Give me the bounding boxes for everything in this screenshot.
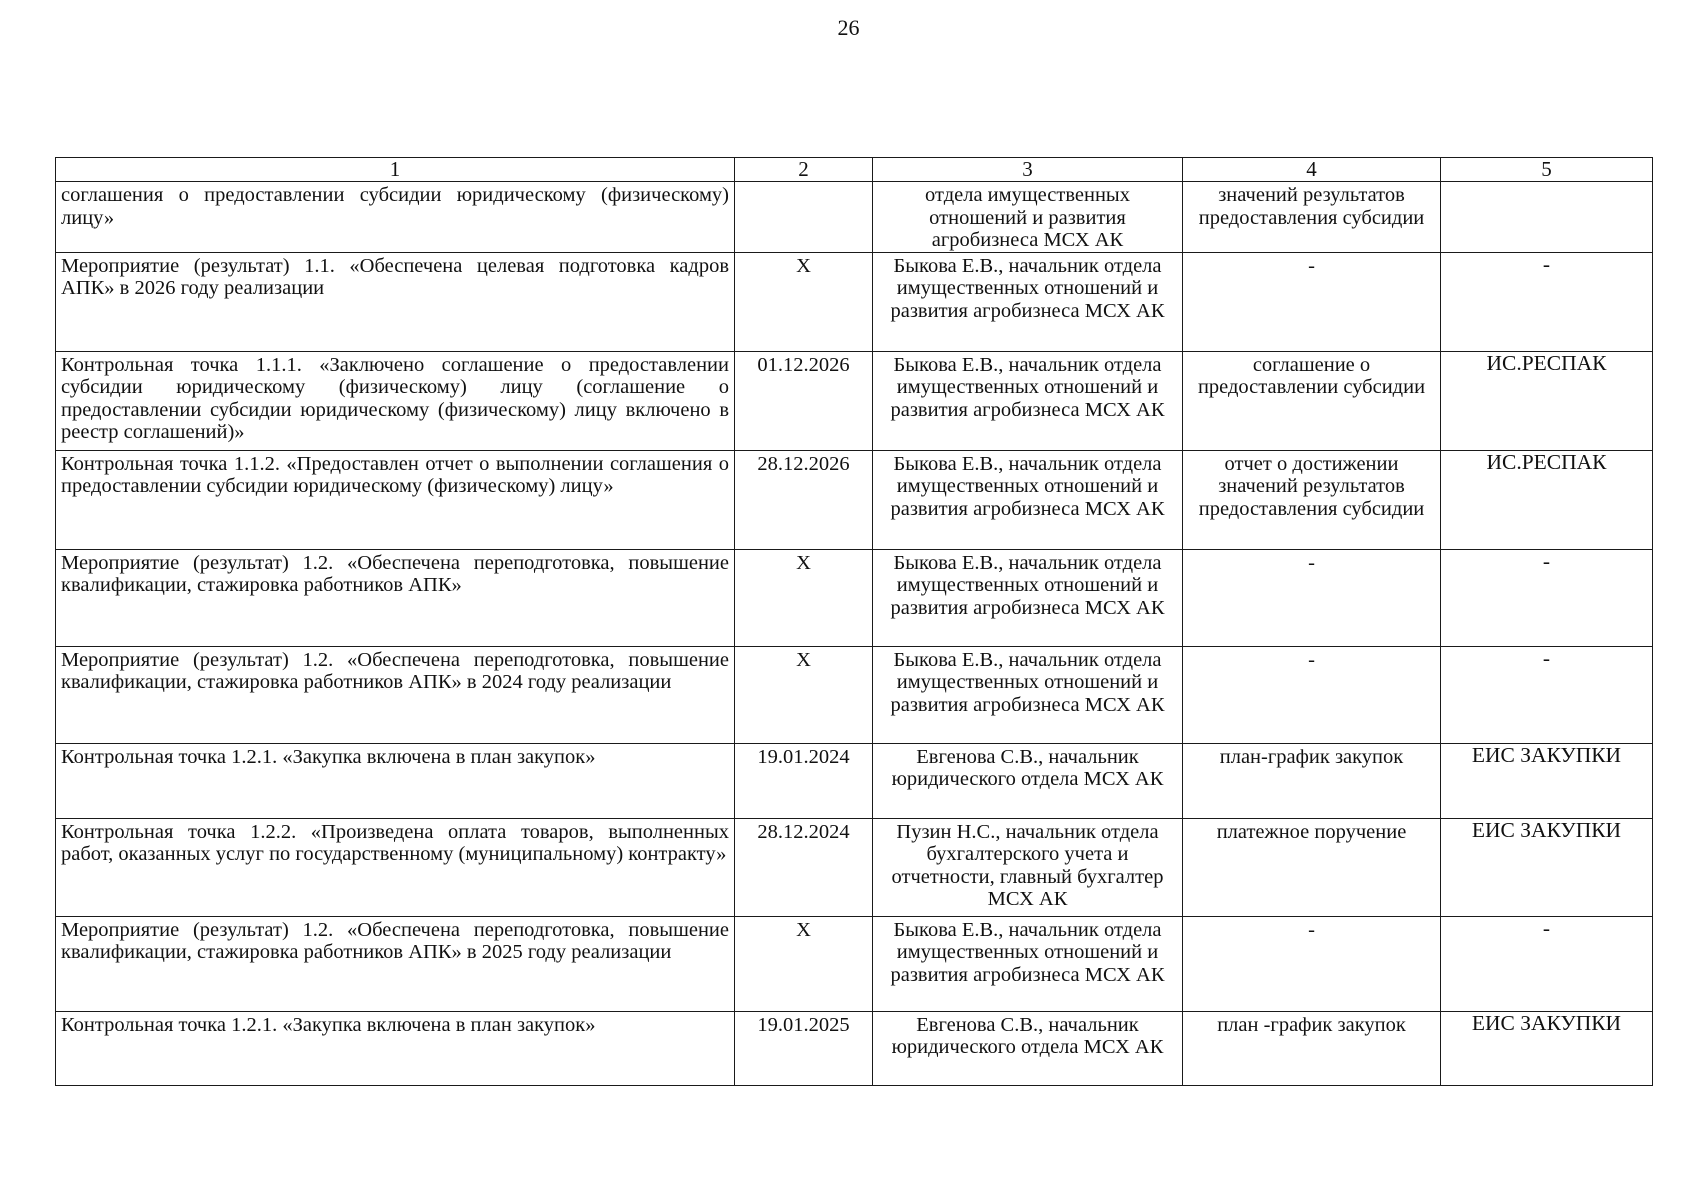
date-cell: X xyxy=(735,916,873,1011)
document-cell: - xyxy=(1183,916,1441,1011)
system-cell: - xyxy=(1441,916,1653,1011)
document-cell: платежное поручение xyxy=(1183,818,1441,916)
responsible-cell: Евгенова С.В., начальник юридического отдела МСХ АК xyxy=(873,1011,1183,1085)
date-cell: 28.12.2024 xyxy=(735,818,873,916)
document-cell: отчет о достижении значений результатов предоставления субсидии xyxy=(1183,450,1441,549)
name-cell: Контрольная точка 1.2.2. «Произведена оплата товаров, выполненных работ, оказанных услуг по государственному (муниципальному) контракту» xyxy=(56,818,735,916)
responsible-cell: Быкова Е.В., начальник отдела имущественных отношений и развития агробизнеса МСХ АК xyxy=(873,646,1183,743)
system-cell: - xyxy=(1441,252,1653,351)
document-cell: значений результатов предоставления субсидии xyxy=(1183,182,1441,253)
document-cell: - xyxy=(1183,252,1441,351)
column-header-2: 2 xyxy=(735,158,873,182)
system-cell: ИС.РЕСПАК xyxy=(1441,450,1653,549)
column-header-4: 4 xyxy=(1183,158,1441,182)
name-cell: соглашения о предоставлении субсидии юридическому (физическому) лицу» xyxy=(56,182,735,253)
table-row xyxy=(56,1011,1653,1085)
name-cell: Мероприятие (результат) 1.1. «Обеспечена целевая подготовка кадров АПК» в 2026 году реализации xyxy=(56,252,735,351)
system-cell: ЕИС ЗАКУПКИ xyxy=(1441,1011,1653,1085)
name-cell: Мероприятие (результат) 1.2. «Обеспечена переподготовка, повышение квалификации, стажировка работников АПК» xyxy=(56,549,735,646)
responsible-cell: Быкова Е.В., начальник отдела имущественных отношений и развития агробизнеса МСХ АК xyxy=(873,916,1183,1011)
responsible-cell: Пузин Н.С., начальник отдела бухгалтерского учета и отчетности, главный бухгалтер МСХ АК xyxy=(873,818,1183,916)
document-cell: план-график закупок xyxy=(1183,743,1441,818)
date-cell: 28.12.2026 xyxy=(735,450,873,549)
responsible-cell: Быкова Е.В., начальник отдела имущественных отношений и развития агробизнеса МСХ АК xyxy=(873,351,1183,450)
name-cell: Контрольная точка 1.1.1. «Заключено соглашение о предоставлении субсидии юридическому (физическому) лицу (соглашение о предоставлении субсидии юридическому (физическому) лицу включено в реестр соглашений)» xyxy=(56,351,735,450)
responsible-cell: отдела имущественных отношений и развития агробизнеса МСХ АК xyxy=(873,182,1183,253)
name-cell: Контрольная точка 1.2.1. «Закупка включена в план закупок» xyxy=(56,1011,735,1085)
system-cell: ИС.РЕСПАК xyxy=(1441,351,1653,450)
system-cell xyxy=(1441,182,1653,253)
table-row xyxy=(56,916,1653,1011)
column-header-1: 1 xyxy=(56,158,735,182)
name-cell: Мероприятие (результат) 1.2. «Обеспечена переподготовка, повышение квалификации, стажировка работников АПК» в 2025 году реализации xyxy=(56,916,735,1011)
table-row xyxy=(56,646,1653,743)
table-row xyxy=(56,549,1653,646)
date-cell: 01.12.2026 xyxy=(735,351,873,450)
table-row xyxy=(56,252,1653,351)
table-row xyxy=(56,450,1653,549)
document-cell: - xyxy=(1183,549,1441,646)
responsible-cell: Быкова Е.В., начальник отдела имущественных отношений и развития агробизнеса МСХ АК xyxy=(873,252,1183,351)
date-cell xyxy=(735,182,873,253)
date-cell: X xyxy=(735,252,873,351)
system-cell: - xyxy=(1441,646,1653,743)
name-cell: Мероприятие (результат) 1.2. «Обеспечена переподготовка, повышение квалификации, стажировка работников АПК» в 2024 году реализации xyxy=(56,646,735,743)
measures-table xyxy=(55,157,1653,1086)
document-cell: план -график закупок xyxy=(1183,1011,1441,1085)
date-cell: X xyxy=(735,549,873,646)
table-row xyxy=(56,743,1653,818)
document-cell: - xyxy=(1183,646,1441,743)
page-number: 26 xyxy=(837,15,860,40)
name-cell: Контрольная точка 1.2.1. «Закупка включена в план закупок» xyxy=(56,743,735,818)
column-header-3: 3 xyxy=(873,158,1183,182)
column-header-5: 5 xyxy=(1441,158,1653,182)
table-row xyxy=(56,351,1653,450)
system-cell: ЕИС ЗАКУПКИ xyxy=(1441,743,1653,818)
system-cell: ЕИС ЗАКУПКИ xyxy=(1441,818,1653,916)
responsible-cell: Быкова Е.В., начальник отдела имущественных отношений и развития агробизнеса МСХ АК xyxy=(873,450,1183,549)
date-cell: 19.01.2025 xyxy=(735,1011,873,1085)
responsible-cell: Евгенова С.В., начальник юридического отдела МСХ АК xyxy=(873,743,1183,818)
name-cell: Контрольная точка 1.1.2. «Предоставлен отчет о выполнении соглашения о предоставлении субсидии юридическому (физическому) лицу» xyxy=(56,450,735,549)
table-row xyxy=(56,182,1653,253)
system-cell: - xyxy=(1441,549,1653,646)
responsible-cell: Быкова Е.В., начальник отдела имущественных отношений и развития агробизнеса МСХ АК xyxy=(873,549,1183,646)
table-row xyxy=(56,818,1653,916)
date-cell: X xyxy=(735,646,873,743)
date-cell: 19.01.2024 xyxy=(735,743,873,818)
header-row xyxy=(56,158,1653,182)
document-cell: соглашение о предоставлении субсидии xyxy=(1183,351,1441,450)
